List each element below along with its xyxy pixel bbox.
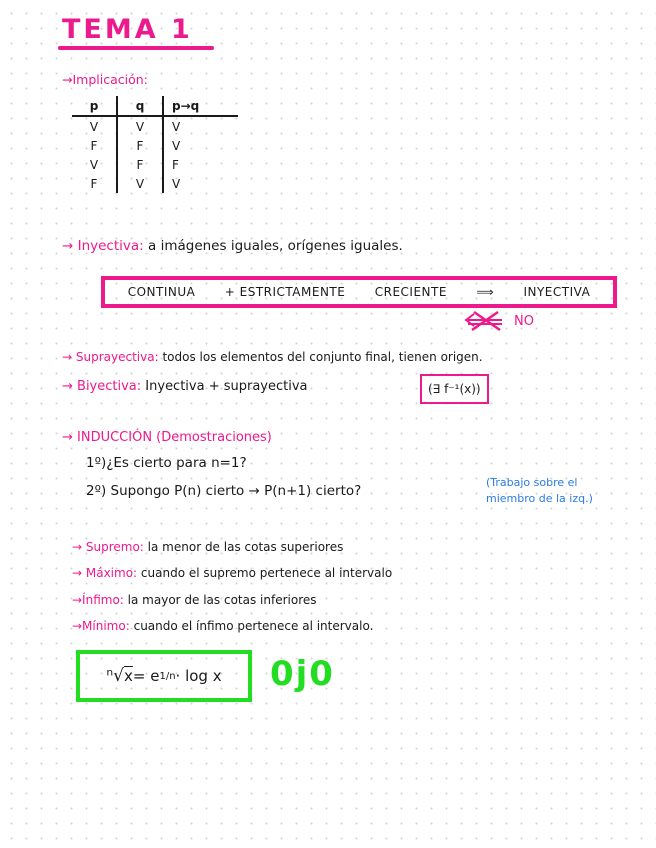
reverse-no-label: NO [514,314,534,329]
infimo-label: →Ínfimo: [72,593,124,607]
suprayectiva-line [62,350,483,364]
table-cell: V [72,155,117,174]
biyectiva-label: → Biyectiva: [62,379,142,394]
table-row [72,136,238,155]
inyectiva-label: → Inyectiva: [62,238,144,254]
inyectiva-word: INYECTIVA [523,285,591,299]
table-cell: F [117,136,163,155]
maximo-label: → Máximo: [72,566,138,580]
table-cell: V [172,138,181,153]
truth-table-header [72,96,238,116]
induccion-heading: → INDUCCIÓN (Demostraciones) [62,430,272,445]
header-p: p [72,96,117,116]
induccion-note-line-1: (Trabajo sobre el [486,476,578,489]
biyectiva-line [62,379,308,394]
implies-arrow: ⟹ [476,285,495,299]
supremo-line [72,540,343,554]
table-row [72,174,238,193]
page-title: TEMA 1 [62,14,193,45]
table-row [72,116,238,136]
table-cell: V [117,174,163,193]
minimo-label: →Mínimo: [72,619,130,633]
implicacion-heading: →Implicación: [62,72,148,87]
supremo-label: → Supremo: [72,540,144,554]
ojo-note: 0j0 [270,654,335,694]
nth-root-symbol: ⁿ√ [106,666,124,686]
suprayectiva-text: todos los elementos del conjunto final, tienen origen. [162,350,483,364]
estrictamente-word: + ESTRICTAMENTE [224,285,346,299]
induccion-step-1: 1º)¿Es cierto para n=1? [86,455,247,471]
inverse-exists-box [420,374,489,404]
maximo-line [72,566,392,580]
induccion-step-2: 2º) Supongo P(n) cierto → P(n+1) cierto? [86,483,362,499]
suprayectiva-label: → Suprayectiva: [62,350,159,364]
header-p-implies-q: p→q [163,96,238,116]
crossed-reverse-arrow-icon [462,310,506,332]
title-underline [58,46,214,50]
truth-table [72,96,238,193]
formula-tail: · log x [175,667,222,685]
table-cell: V [117,116,163,136]
table-cell: F [72,174,117,193]
table-cell: V [72,116,117,136]
table-cell: V [172,176,181,191]
table-cell: F [172,157,179,172]
continua-box [101,276,617,308]
minimo-line [72,619,373,633]
minimo-text: cuando el ínfimo pertenece al intervalo. [133,619,374,633]
inyectiva-text: a imágenes iguales, orígenes iguales. [148,238,403,254]
infimo-text: la mayor de las cotas inferiores [127,593,317,607]
inverse-exists-text: (∃ f⁻¹(x)) [428,382,481,396]
induccion-note-line-2: miembro de la izq.) [486,492,593,505]
infimo-line [72,593,317,607]
creciente-word: CRECIENTE [374,285,447,299]
formula-radicand: x [124,667,133,685]
header-q: q [117,96,163,116]
formula-exponent: 1/n [159,670,176,682]
inyectiva-line [62,238,403,254]
formula-box [76,650,252,702]
table-cell: V [172,119,181,134]
table-row [72,155,238,174]
table-cell: F [117,155,163,174]
table-cell: F [72,136,117,155]
continua-word: CONTINUA [127,285,196,299]
maximo-text: cuando el supremo pertenece al intervalo [140,566,393,580]
formula-equals-e: = e [132,667,160,685]
biyectiva-text: Inyectiva + suprayectiva [145,379,308,394]
supremo-text: la menor de las cotas superiores [147,540,344,554]
